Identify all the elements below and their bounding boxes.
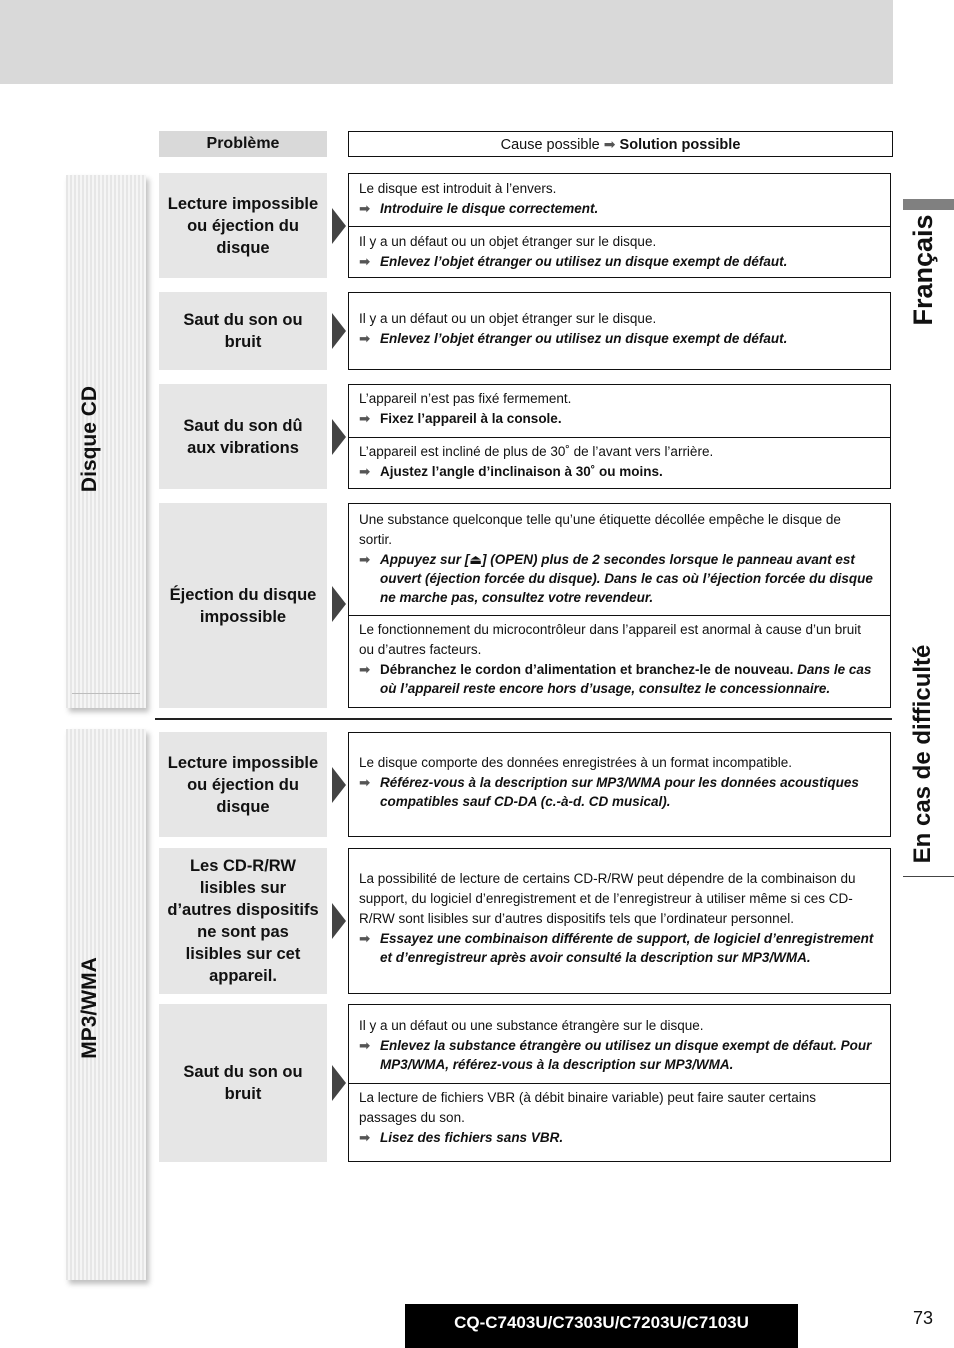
solution-item <box>349 174 890 226</box>
category-label-cd: Disque CD <box>78 385 101 493</box>
solution-item <box>349 1083 890 1161</box>
solution-item <box>349 226 890 277</box>
solution-mp3-3 <box>348 1004 891 1162</box>
problem-mp3-2: Les CD-R/RW lisibles sur d’autres dispositifs ne sont pas lisibles sur cet appareil. <box>159 848 327 994</box>
solution-item <box>349 293 890 369</box>
problem-cd-1: Lecture impossible ou éjection du disque <box>159 173 327 278</box>
solution-item <box>349 385 890 437</box>
language-tab: Français <box>908 214 938 326</box>
header-solution: Solution possible <box>619 137 741 153</box>
fix-text: ➡ Enlevez l’objet étranger ou utilisez un disque exempt de défaut. <box>359 254 788 269</box>
arrow-right-icon <box>332 208 346 244</box>
category-label-mp3: MP3/WMA <box>78 957 101 1059</box>
arrow-icon: ➡ <box>359 662 371 677</box>
arrow-right-icon <box>332 767 346 803</box>
solution-item <box>349 437 890 488</box>
cause-text: Il y a un défaut ou un objet étranger sur le disque. <box>359 234 657 249</box>
cause-text: Une substance quelconque telle qu’une étiquette décollée empêche le disque de sortir. <box>359 512 841 547</box>
cause-text: Le disque est introduit à l’envers. <box>359 181 557 196</box>
arrow-icon: ➡ <box>603 136 616 152</box>
fix-text: ➡ Fixez l’appareil à la console. <box>359 411 562 426</box>
arrow-icon: ➡ <box>359 1038 371 1053</box>
arrow-right-icon <box>332 903 346 939</box>
model-number: CQ-C7403U/C7303U/C7203U/C7103U <box>405 1304 798 1348</box>
problem-cd-3: Saut du son dû aux vibrations <box>159 384 327 489</box>
fix-text: ➡ Enlevez l’objet étranger ou utilisez un disque exempt de défaut. <box>359 331 788 346</box>
arrow-icon: ➡ <box>359 775 371 790</box>
solution-mp3-1 <box>348 732 891 837</box>
problem-mp3-3: Saut du son ou bruit <box>159 1004 327 1162</box>
arrow-right-icon <box>332 1065 346 1101</box>
fix-text: ➡ Appuyez sur [⏏] (OPEN) plus de 2 secondes lorsque le panneau avant est ouvert (éjection forcée du disque). Dans le cas où l’éjection forcée du disque ne marche pas, consultez votre revendeur. <box>359 552 873 605</box>
fix-text: ➡ Référez-vous à la description sur MP3/WMA pour les données acoustiques compatibles sauf CD-DA (c.-à-d. CD musical). <box>359 775 859 809</box>
solution-cd-2 <box>348 292 891 370</box>
solution-cd-3 <box>348 384 891 489</box>
fix-text: ➡ Introduire le disque correctement. <box>359 201 599 216</box>
cause-text: Le fonctionnement du microcontrôleur dans l’appareil est anormal à cause d’un bruit ou d’autres facteurs. <box>359 622 862 657</box>
fix-text: ➡ Débranchez le cordon d’alimentation et branchez-le de nouveau. Dans le cas où l’appareil reste encore hors d’usage, consultez le concessionnaire. <box>359 662 872 696</box>
problem-mp3-1: Lecture impossible ou éjection du disque <box>159 732 327 837</box>
solution-item <box>349 733 890 836</box>
solution-item <box>349 615 890 707</box>
solution-cd-1 <box>348 173 891 278</box>
section-title: En cas de difficulté <box>909 644 936 864</box>
arrow-right-icon <box>332 419 346 455</box>
header-cause-solution <box>348 131 893 157</box>
top-band <box>0 0 893 84</box>
page-number: 73 <box>912 1308 934 1328</box>
cause-text: L’appareil n’est pas fixé fermement. <box>359 391 572 406</box>
cause-text: La possibilité de lecture de certains CD-R/RW peut dépendre de la combinaison du support, du logiciel d’enregistrement et de l’enregistreur à utiliser même si ces CD-R/RW sont lisibles sur d’autres dispositifs tels que l’ordinateur personnel. <box>359 871 856 926</box>
arrow-icon: ➡ <box>359 331 371 346</box>
fix-text: ➡ Lisez des fichiers sans VBR. <box>359 1130 564 1145</box>
arrow-icon: ➡ <box>359 464 371 479</box>
cause-text: Le disque comporte des données enregistrées à un format incompatible. <box>359 755 793 770</box>
cause-text: La lecture de fichiers VBR (à débit binaire variable) peut faire sauter certains passages du son. <box>359 1090 816 1125</box>
arrow-icon: ➡ <box>359 931 371 946</box>
problem-cd-2: Saut du son ou bruit <box>159 292 327 370</box>
arrow-icon: ➡ <box>359 1130 371 1145</box>
arrow-right-icon <box>332 313 346 349</box>
solution-item <box>349 1005 890 1083</box>
solution-item <box>349 504 890 615</box>
cause-text: L’appareil est incliné de plus de 30˚ de l’avant vers l’arrière. <box>359 444 714 459</box>
header-problem: Problème <box>159 131 327 157</box>
solution-cd-4 <box>348 503 891 708</box>
problem-cd-4: Éjection du disque impossible <box>159 503 327 708</box>
cause-text: Il y a un défaut ou une substance étrangère sur le disque. <box>359 1018 704 1033</box>
cause-text: Il y a un défaut ou un objet étranger sur le disque. <box>359 311 657 326</box>
section-divider <box>155 718 892 720</box>
arrow-icon: ➡ <box>359 411 371 426</box>
arrow-icon: ➡ <box>359 254 371 269</box>
side-divider <box>903 876 954 877</box>
fix-text: ➡ Essayez une combinaison différente de support, de logiciel d’enregistrement et d’enregistreur après avoir consulté la description sur MP3/WMA. <box>359 931 874 965</box>
fix-text: ➡ Enlevez la substance étrangère ou utilisez un disque exempt de défaut. Pour MP3/WMA, référez-vous à la description sur MP3/WMA. <box>359 1038 872 1072</box>
arrow-right-icon <box>332 586 346 622</box>
arrow-icon: ➡ <box>359 201 371 216</box>
solution-mp3-2 <box>348 848 891 994</box>
arrow-icon: ➡ <box>359 552 371 567</box>
solution-item <box>349 849 890 993</box>
fix-text: ➡ Ajustez l’angle d’inclinaison à 30˚ ou moins. <box>359 464 663 479</box>
header-cause: Cause possible <box>500 137 600 153</box>
